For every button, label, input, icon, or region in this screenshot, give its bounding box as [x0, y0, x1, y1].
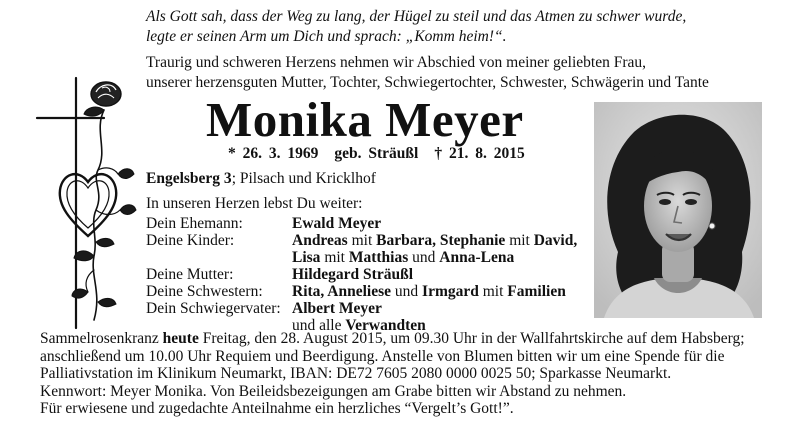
- name-connector: und alle: [292, 317, 346, 334]
- name-part: Barbara, Stephanie: [376, 232, 506, 249]
- family-row-father-in-law: [146, 300, 586, 317]
- relation-names: [292, 232, 577, 249]
- relation-label-empty: [146, 249, 292, 266]
- address-street: Engelsberg 3: [146, 170, 232, 187]
- family-list: [146, 215, 586, 334]
- name-connector: mit: [505, 232, 534, 249]
- intro-line-1: Traurig und schweren Herzens nehmen wir Abschied von meiner geliebten Frau,: [146, 54, 647, 71]
- name-part: Familien: [507, 283, 566, 300]
- notice-line-2: anschließend um 10.00 Uhr Requiem und Beerdigung. Anstelle von Blumen bitten wir um eine Spende für die: [40, 347, 725, 365]
- family-row-husband: [146, 215, 586, 232]
- portrait-photo: [594, 102, 762, 318]
- name-part: Verwandten: [345, 317, 426, 334]
- name-connector: und: [408, 249, 440, 266]
- relation-label: Deine Mutter:: [146, 266, 234, 283]
- family-row-children-cont: [146, 249, 586, 266]
- notice-text: Freitag, den 28. August 2015, um 09.30 Uhr in der Wallfahrtskirche auf dem Habsberg;: [198, 330, 745, 347]
- name-part: Anna-Lena: [439, 249, 515, 266]
- quote: [146, 7, 686, 47]
- notice-line-1: [40, 330, 745, 348]
- mourners-heading: In unseren Herzen lebst Du weiter:: [146, 195, 363, 212]
- notice-text: Sammelrosenkranz: [40, 330, 163, 347]
- family-row-mother: [146, 266, 586, 283]
- name-connector: mit: [347, 232, 377, 249]
- relation-label: Dein Schwiegervater:: [146, 300, 281, 317]
- relation-label: Deine Kinder:: [146, 232, 235, 249]
- name-part: Lisa: [292, 249, 321, 266]
- birth-date: * 26. 3. 1969: [228, 145, 319, 162]
- address: [146, 170, 376, 188]
- death-date: † 21. 8. 2015: [434, 145, 525, 162]
- name-part: David,: [533, 232, 578, 249]
- relation-names: Ewald Meyer: [292, 215, 382, 232]
- notice-line-3: Palliativstation im Klinikum Neumarkt, IBAN: DE72 7605 2080 0000 0025 50; Sparkasse Neumarkt.: [40, 365, 672, 382]
- name-part: Matthias: [348, 249, 409, 266]
- deceased-name: Monika Meyer: [206, 92, 524, 147]
- relation-names: Albert Meyer: [292, 300, 382, 317]
- notice-today: heute: [162, 330, 199, 347]
- name-connector: und: [391, 283, 423, 300]
- name-connector: mit: [320, 249, 349, 266]
- intro-text: [146, 53, 709, 93]
- address-rest: ; Pilsach und Kricklhof: [231, 170, 376, 187]
- birth-name: geb. Sträußl: [334, 145, 419, 162]
- relation-names: Hildegard Sträußl: [292, 266, 414, 283]
- cross-rose-heart-icon: [34, 70, 138, 332]
- name-part: Irmgard: [422, 283, 479, 300]
- family-row-sisters: [146, 283, 586, 300]
- notice-line-5: Für erwiesene und zugedachte Anteilnahme ein herzliches “Vergelt’s Gott!”.: [40, 400, 514, 417]
- life-dates: [228, 145, 525, 163]
- relation-names: [292, 249, 514, 266]
- family-row-children: [146, 232, 586, 249]
- name-part: Rita, Anneliese: [292, 283, 392, 300]
- relation-names: [292, 283, 566, 300]
- intro-line-2: unserer herzensguten Mutter, Tochter, Schwiegertochter, Schwester, Schwägerin und Tante: [146, 74, 709, 91]
- relation-label: Deine Schwestern:: [146, 283, 263, 300]
- name-connector: mit: [478, 283, 508, 300]
- service-notice: [40, 330, 745, 418]
- notice-line-4: Kennwort: Meyer Monika. Von Beileidsbezeigungen am Grabe bitten wir Abstand zu nehmen.: [40, 382, 627, 400]
- name-part: Andreas: [292, 232, 348, 249]
- quote-line-2: legte er seinen Arm um Dich und sprach: „Komm heim!“.: [146, 28, 507, 45]
- quote-line-1: Als Gott sah, dass der Weg zu lang, der Hügel zu steil und das Atmen zu schwer wurde,: [146, 8, 687, 25]
- relation-label: Dein Ehemann:: [146, 215, 243, 232]
